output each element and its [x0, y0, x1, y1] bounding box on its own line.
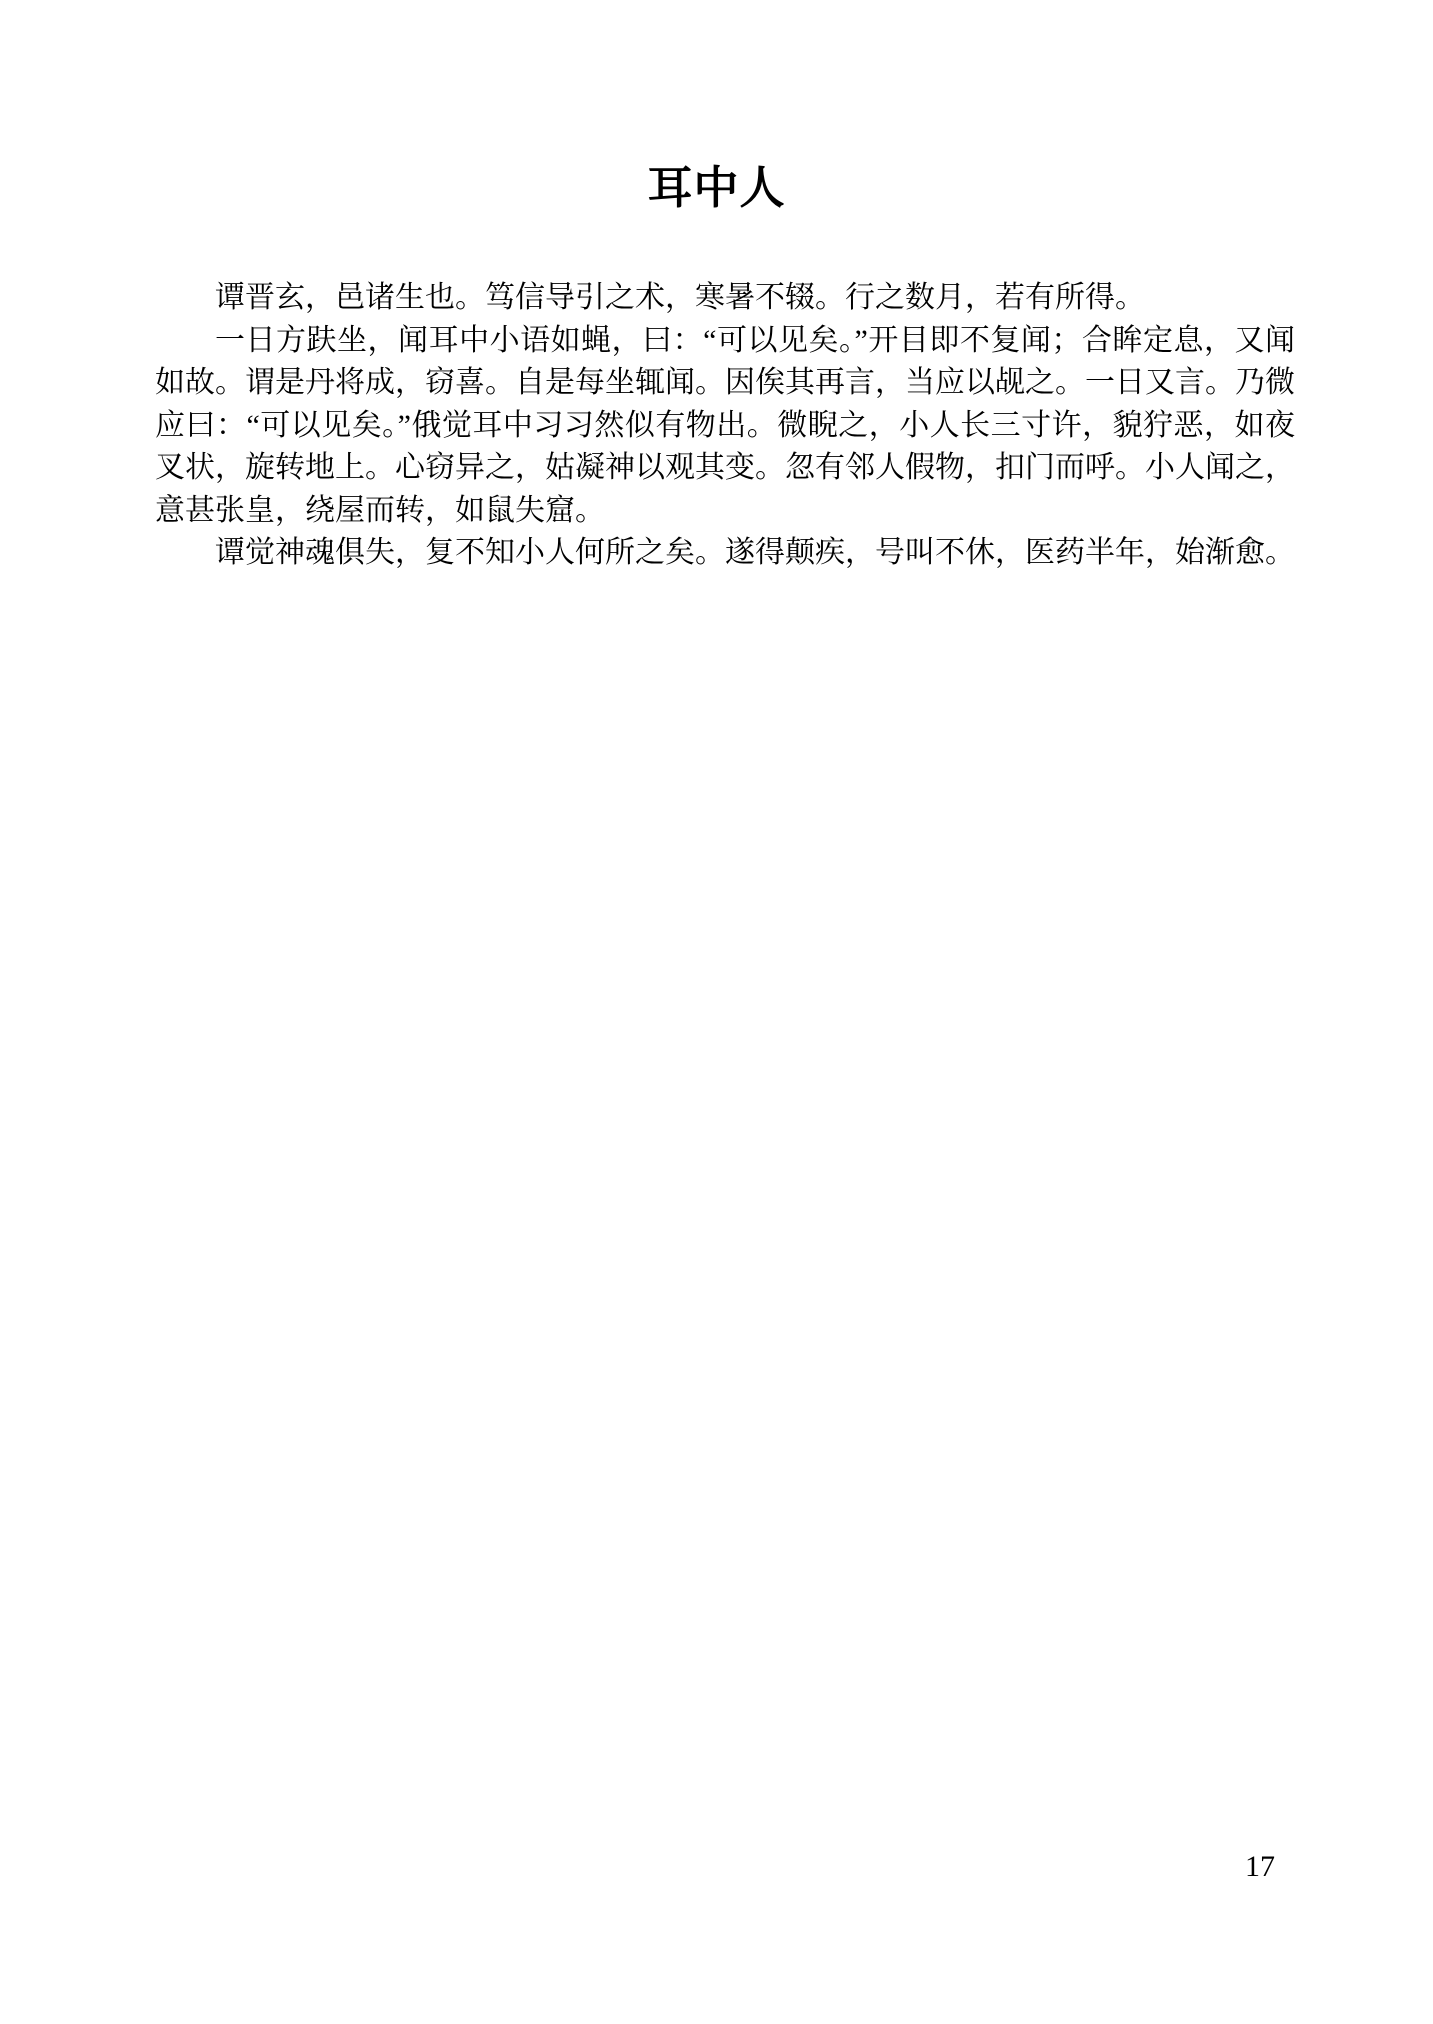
story-body: [155, 277, 1295, 575]
paragraph-2: 一日方趺坐，闻耳中小语如蝇，曰：“可以见矣。”开目即不复闻；合眸定息，又闻如故。谓是丹将成，窃喜。自是每坐辄闻。因俟其再言，当应以觇之。一日又言。乃微应曰：“可以见矣。”俄觉耳中习习然似有物出。微睨之，小人长三寸许，貌狞恶，如夜叉状，旋转地上。心窃异之，姑凝神以观其变。忽有邻人假物，扣门而呼。小人闻之，意甚张皇，绕屋而转，如鼠失窟。: [155, 323, 1295, 527]
page-title: 耳中人: [647, 161, 786, 214]
page-number: 17: [1245, 1850, 1275, 1883]
paragraph-3: 谭觉神魂俱失，复不知小人何所之矣。遂得颠疾，号叫不休，医药半年，始渐愈。: [215, 536, 1295, 569]
paragraph-1: 谭晋玄，邑诸生也。笃信导引之术，寒暑不辍。行之数月，若有所得。: [215, 281, 1145, 314]
